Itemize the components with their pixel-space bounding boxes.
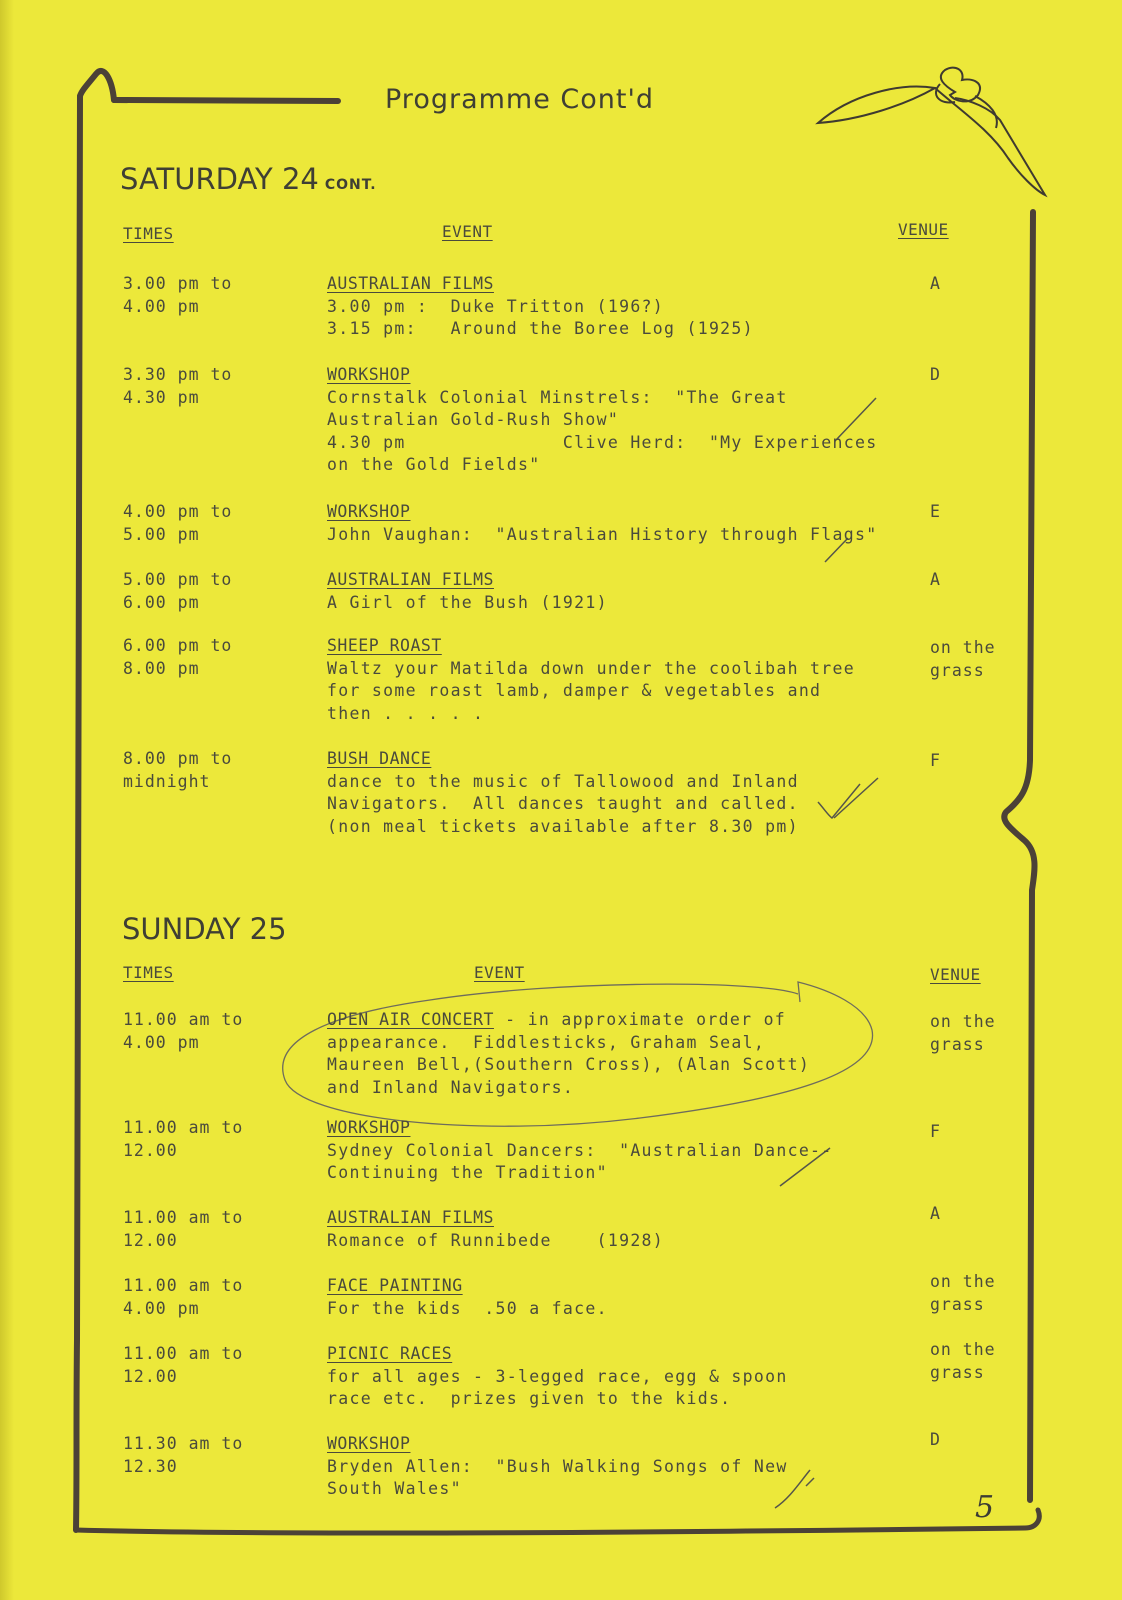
event-description-line: Waltz your Matilda down under the coolibah tree [327, 658, 855, 678]
venue-line: on the [930, 638, 996, 657]
event-title-line [327, 747, 907, 771]
row-venue [930, 1010, 1040, 1056]
time-line: midnight [123, 772, 211, 791]
row-event [327, 1342, 907, 1411]
row-event [327, 1008, 907, 1099]
row-event [327, 1432, 907, 1501]
event-description-line: race etc. prizes given to the kids. [327, 1389, 732, 1408]
venue-line: F [930, 751, 941, 770]
row-time [123, 1342, 293, 1388]
event-title-line [327, 1432, 907, 1456]
venue-line: D [930, 1430, 941, 1449]
time-line: 12.00 [123, 1231, 178, 1250]
event-description-line: Sydney Colonial Dancers: "Australian Dance-- [327, 1140, 833, 1160]
row-time [123, 1274, 293, 1320]
venue-line: on the [930, 1012, 996, 1031]
time-line: 4.00 pm [123, 1299, 200, 1318]
row-venue [930, 568, 1040, 591]
event-title: AUSTRALIAN FILMS [327, 1208, 494, 1227]
time-line: 11.00 am to [123, 1344, 244, 1363]
row-event [327, 1274, 907, 1320]
saturday-heading [120, 162, 377, 196]
row-event [327, 747, 907, 838]
time-line: 11.00 am to [123, 1208, 244, 1227]
event-description-line: Cornstalk Colonial Minstrels: "The Great [327, 387, 788, 407]
event-description-line: and Inland Navigators. [327, 1077, 575, 1097]
row-time [123, 634, 293, 680]
row-time [123, 1206, 293, 1252]
event-title: AUSTRALIAN FILMS [327, 274, 494, 293]
time-line: 11.00 am to [123, 1276, 244, 1295]
row-time [123, 568, 293, 614]
event-title-line [327, 272, 907, 296]
sunday-title: SUNDAY 25 [122, 912, 287, 946]
time-line: 11.30 am to [123, 1434, 244, 1453]
event-description-line: A Girl of the Bush (1921) [327, 592, 608, 612]
row-time [123, 272, 293, 318]
time-line: 12.00 [123, 1141, 178, 1160]
event-description-line: on the Gold Fields" [327, 455, 541, 474]
row-venue [930, 749, 1040, 772]
time-line: 8.00 pm [123, 659, 200, 678]
venue-line: D [930, 365, 941, 384]
row-event [327, 634, 907, 725]
time-line: 6.00 pm [123, 593, 200, 612]
event-title: PICNIC RACES [327, 1344, 453, 1363]
time-line: 4.00 pm [123, 1033, 200, 1052]
event-description-line: Continuing the Tradition" [327, 1163, 608, 1182]
row-venue [930, 1120, 1040, 1143]
time-line: 4.00 pm to [123, 502, 233, 521]
venue-line: E [930, 502, 941, 521]
event-description-line: Maureen Bell,(Southern Cross), (Alan Scott) [327, 1055, 811, 1074]
event-description-line: then . . . . . [327, 703, 485, 723]
time-line: 8.00 pm to [123, 749, 233, 768]
row-event [327, 1116, 907, 1185]
venue-line: grass [930, 1035, 985, 1054]
sunday-heading [122, 912, 287, 946]
row-venue [930, 636, 1040, 682]
event-title: WORKSHOP [327, 502, 411, 521]
event-title-line [327, 1116, 907, 1140]
row-event [327, 500, 907, 546]
event-header: EVENT [474, 963, 525, 982]
event-description-line: for all ages - 3-legged race, egg & spoon [327, 1366, 788, 1386]
row-event [327, 568, 907, 614]
venue-header: VENUE [898, 220, 949, 239]
page-title: Programme Cont'd [385, 84, 655, 115]
row-event [327, 1206, 907, 1252]
time-line: 4.00 pm [123, 297, 200, 316]
event-title-line [327, 634, 907, 658]
row-time [123, 1008, 293, 1054]
row-venue [930, 363, 1040, 386]
row-venue [930, 1428, 1040, 1451]
row-venue [930, 500, 1040, 523]
row-time [123, 500, 293, 546]
event-title-line [327, 1008, 907, 1032]
times-header: TIMES [123, 224, 174, 243]
event-description-line: for some roast lamb, damper & vegetables and [327, 681, 822, 700]
venue-line: A [930, 274, 941, 293]
event-header: EVENT [442, 222, 493, 241]
time-line: 5.00 pm [123, 525, 200, 544]
event-description-line: appearance. Fiddlesticks, Graham Seal, [327, 1032, 766, 1052]
event-description-line: John Vaughan: "Australian History through Flags" [327, 524, 878, 544]
event-title-line [327, 568, 907, 592]
event-title: BUSH DANCE [327, 749, 432, 768]
event-description-line: 3.15 pm: Around the Boree Log (1925) [327, 319, 754, 338]
event-description-line: 4.30 pm Clive Herd: "My Experiences [327, 432, 878, 452]
venue-line: A [930, 570, 941, 589]
event-title-line [327, 500, 907, 524]
event-title-suffix: - in approximate order of [493, 1010, 787, 1029]
time-line: 11.00 am to [123, 1010, 244, 1029]
row-venue [930, 1338, 1040, 1384]
row-time [123, 1432, 293, 1478]
row-venue [930, 1270, 1040, 1316]
event-title: WORKSHOP [327, 1434, 411, 1453]
gumleaf-icon [818, 68, 1045, 195]
event-title: WORKSHOP [327, 365, 411, 384]
event-title: FACE PAINTING [327, 1276, 463, 1295]
venue-line: F [930, 1122, 941, 1141]
venue-line: on the [930, 1340, 996, 1359]
event-description-line: 3.00 pm : Duke Tritton (196?) [327, 296, 665, 316]
row-event [327, 363, 907, 477]
time-line: 3.30 pm to [123, 365, 233, 384]
event-title-line [327, 363, 907, 387]
row-time [123, 1116, 293, 1162]
time-line: 11.00 am to [123, 1118, 244, 1137]
row-time [123, 747, 293, 793]
event-title-line [327, 1342, 907, 1366]
cont-label: CONT. [324, 177, 377, 193]
row-venue [930, 1202, 1040, 1225]
row-event [327, 272, 907, 341]
event-title-line [327, 1206, 907, 1230]
time-line: 12.00 [123, 1367, 178, 1386]
event-title: AUSTRALIAN FILMS [327, 570, 494, 589]
event-description-line: South Wales" [327, 1479, 462, 1498]
times-header: TIMES [123, 963, 174, 982]
event-title: WORKSHOP [327, 1118, 411, 1137]
row-venue [930, 272, 1040, 295]
event-description-line: (non meal tickets available after 8.30 pm) [327, 816, 799, 836]
venue-line: grass [930, 1363, 985, 1382]
venue-line: grass [930, 1295, 985, 1314]
event-description-line: Navigators. All dances taught and called. [327, 794, 799, 813]
saturday-title: SATURDAY 24 [120, 162, 319, 196]
venue-line: A [930, 1204, 941, 1223]
venue-line: grass [930, 661, 985, 680]
page-number: 5 [975, 1490, 995, 1525]
event-description-line: Bryden Allen: "Bush Walking Songs of New [327, 1456, 788, 1476]
venue-header: VENUE [930, 965, 981, 984]
event-description-line: Australian Gold-Rush Show" [327, 410, 620, 429]
event-title-line [327, 1274, 907, 1298]
time-line: 5.00 pm to [123, 570, 233, 589]
venue-line: on the [930, 1272, 996, 1291]
time-line: 4.30 pm [123, 388, 200, 407]
event-description-line: Romance of Runnibede (1928) [327, 1230, 665, 1250]
event-description-line: dance to the music of Tallowood and Inland [327, 771, 799, 791]
event-title: SHEEP ROAST [327, 636, 442, 655]
time-line: 6.00 pm to [123, 636, 233, 655]
event-description-line: For the kids .50 a face. [327, 1298, 608, 1318]
row-time [123, 363, 293, 409]
event-title: OPEN AIR CONCERT [327, 1010, 494, 1029]
time-line: 12.30 [123, 1457, 178, 1476]
time-line: 3.00 pm to [123, 274, 233, 293]
